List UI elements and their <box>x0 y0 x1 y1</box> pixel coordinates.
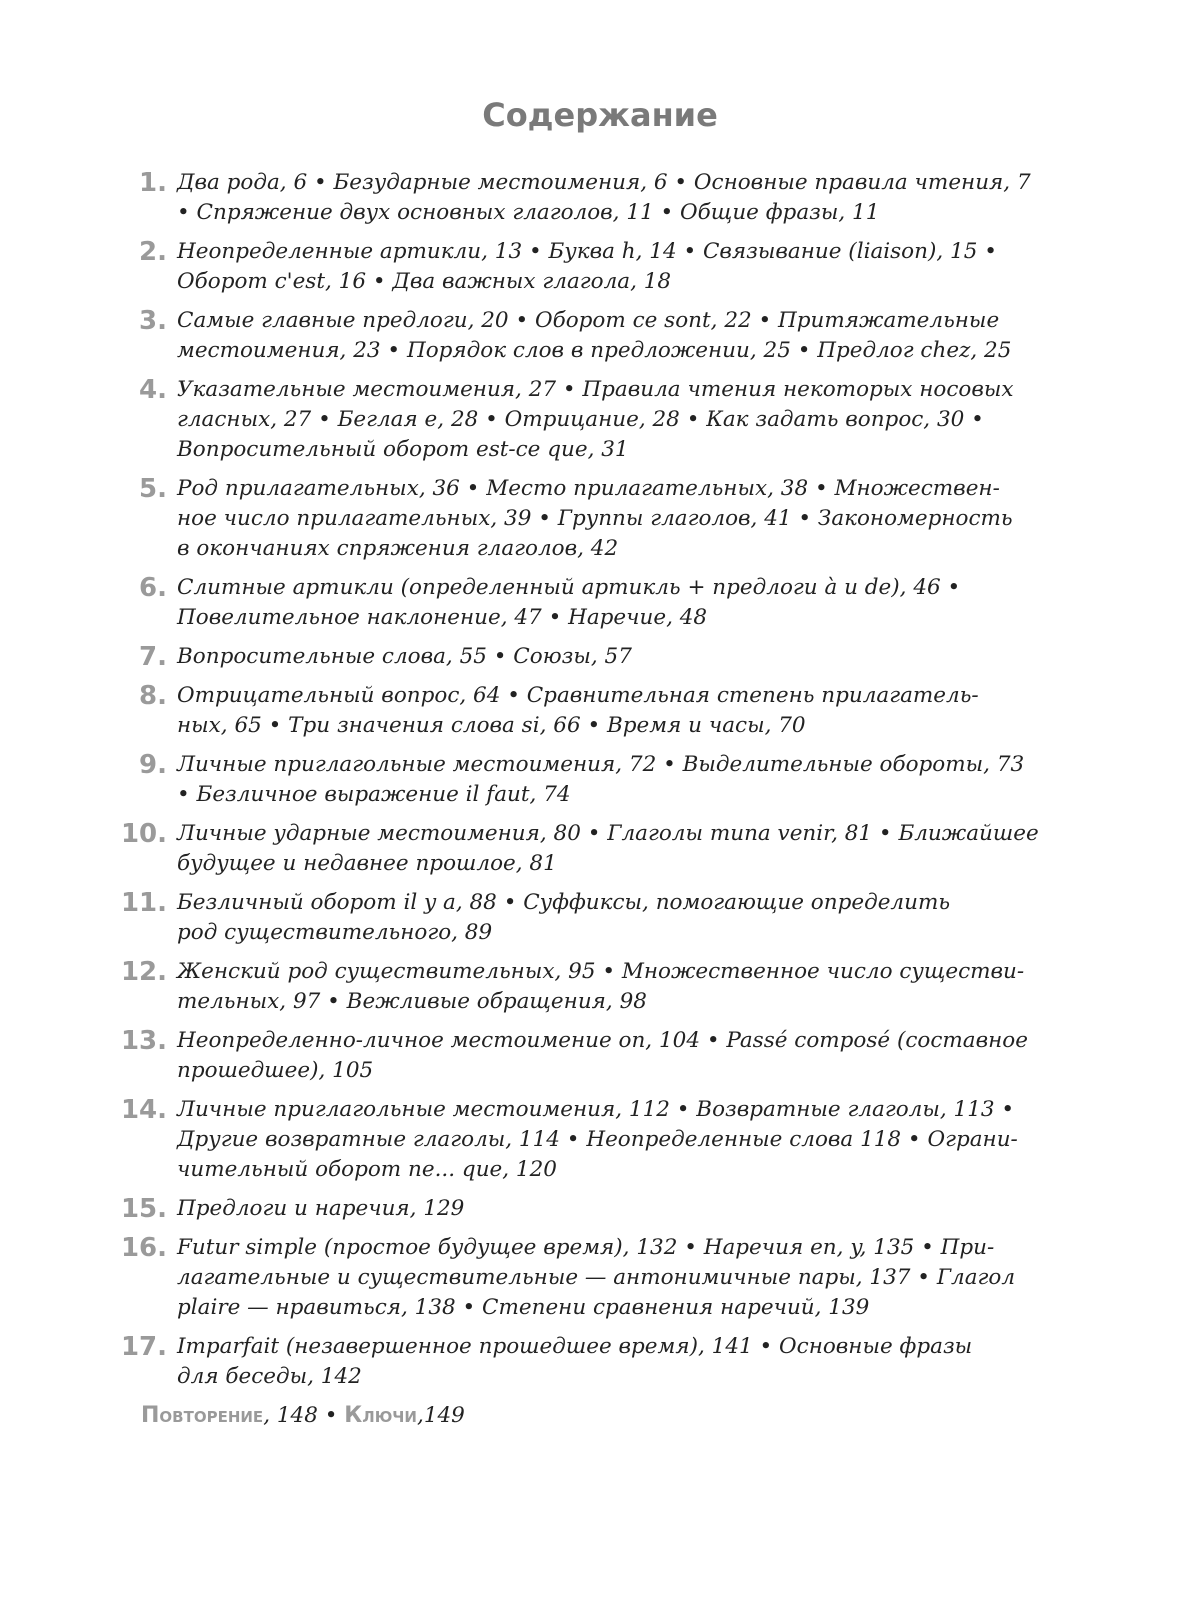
toc-entry-line: прошедшее), 105 <box>177 1058 374 1083</box>
toc-entry-number: 8. <box>139 681 167 711</box>
toc-entry-number: 7. <box>139 642 167 672</box>
toc-entry-number: 11. <box>120 888 167 918</box>
toc-entry <box>0 681 1200 741</box>
toc-entry-line: plaire — нравиться, 138 • Степени сравнения наречий, 139 <box>177 1295 870 1320</box>
toc-entry-line: Слитные артикли (определенный артикль + предлоги à и de), 46 • <box>177 575 961 600</box>
toc-entry-text <box>177 1095 1047 1185</box>
toc-entry-number: 13. <box>120 1026 167 1056</box>
toc-entry-line: Отрицательный вопрос, 64 • Сравнительная степень прилагатель- <box>177 683 979 708</box>
table-of-contents <box>0 168 1200 1431</box>
toc-entry-line: Безличный оборот il y a, 88 • Суффиксы, помогающие определить <box>177 890 951 915</box>
toc-entry-line: Личные приглагольные местоимения, 72 • Выделительные обороты, 73 <box>177 752 1025 777</box>
toc-entry <box>0 1233 1200 1323</box>
toc-entry-text <box>177 375 1047 465</box>
toc-entry-number: 6. <box>139 573 167 603</box>
keys-page: ,149 <box>416 1403 465 1428</box>
toc-entry-line: ное число прилагательных, 39 • Группы глаголов, 41 • Закономерность <box>177 506 1013 531</box>
toc-entry-line: Вопросительные слова, 55 • Союзы, 57 <box>177 644 632 669</box>
toc-entry-line: Два рода, 6 • Безударные местоимения, 6 • Основные правила чтения, 7 <box>177 170 1031 195</box>
toc-entry-number: 9. <box>139 750 167 780</box>
toc-entry-number: 15. <box>120 1194 167 1224</box>
toc-entry-line: Повелительное наклонение, 47 • Наречие, 48 <box>177 605 708 630</box>
toc-entry-line: Неопределенные артикли, 13 • Буква h, 14 • Связывание (liaison), 15 • <box>177 239 997 264</box>
toc-entry <box>0 1194 1200 1224</box>
toc-entry-text <box>177 573 1047 633</box>
toc-entry-line: Вопросительный оборот est-ce que, 31 <box>177 437 629 462</box>
toc-entry-line: Imparfait (незавершенное прошедшее время), 141 • Основные фразы <box>177 1334 973 1359</box>
toc-entry-text <box>177 1233 1047 1323</box>
toc-entry-text <box>177 642 1047 672</box>
toc-entry-line: Женский род существительных, 95 • Множественное число существи- <box>177 959 1025 984</box>
toc-entry-number: 3. <box>139 306 167 336</box>
toc-entry-line: Futur simple (простое будущее время), 132 • Наречия en, y, 135 • При- <box>177 1235 995 1260</box>
toc-entry-number: 5. <box>139 474 167 504</box>
toc-entry-line: будущее и недавнее прошлое, 81 <box>177 851 557 876</box>
toc-entry-number: 16. <box>120 1233 167 1263</box>
toc-entry-line: Самые главные предлоги, 20 • Оборот ce sont, 22 • Притяжательные <box>177 308 1000 333</box>
toc-entry <box>0 306 1200 366</box>
toc-entry-line: Личные приглагольные местоимения, 112 • Возвратные глаголы, 113 • <box>177 1097 1015 1122</box>
page-title: Содержание <box>482 96 718 134</box>
toc-entry <box>0 1332 1200 1392</box>
review-page: , 148 • <box>263 1403 345 1428</box>
toc-entry-text <box>177 957 1047 1017</box>
toc-entry-line: • Спряжение двух основных глаголов, 11 • Общие фразы, 11 <box>177 200 880 225</box>
toc-entry-number: 2. <box>139 237 167 267</box>
keys-label: Ключи <box>344 1403 417 1428</box>
toc-entry-number: 12. <box>120 957 167 987</box>
toc-entry-line: • Безличное выражение il faut, 74 <box>177 782 571 807</box>
toc-entry <box>0 819 1200 879</box>
toc-entry-number: 17. <box>120 1332 167 1362</box>
toc-entry-line: Род прилагательных, 36 • Место прилагательных, 38 • Множествен- <box>177 476 1000 501</box>
toc-entry <box>0 642 1200 672</box>
toc-entry <box>0 375 1200 465</box>
toc-entry-number: 4. <box>139 375 167 405</box>
toc-entry-line: в окончаниях спряжения глаголов, 42 <box>177 536 619 561</box>
toc-entry <box>0 957 1200 1017</box>
toc-entry-line: Неопределенно-личное местоимение on, 104 • Passé composé (составное <box>177 1028 1028 1053</box>
toc-entry <box>0 474 1200 564</box>
review-label: Повторение <box>141 1403 264 1428</box>
toc-entry-line: лагательные и существительные — антонимичные пары, 137 • Глагол <box>177 1265 1016 1290</box>
toc-entry-line: род существительного, 89 <box>177 920 493 945</box>
toc-entry-text <box>177 888 1047 948</box>
toc-entry-line: Другие возвратные глаголы, 114 • Неопределенные слова 118 • Ограни- <box>177 1127 1018 1152</box>
toc-entry-text <box>177 168 1047 228</box>
toc-entry <box>0 1095 1200 1185</box>
toc-entry-text <box>177 1026 1047 1086</box>
toc-entry-number: 1. <box>139 168 167 198</box>
toc-entry <box>0 573 1200 633</box>
toc-entry-text <box>177 819 1047 879</box>
toc-entry-text <box>177 681 1047 741</box>
toc-entry <box>0 168 1200 228</box>
toc-entry-line: для беседы, 142 <box>177 1364 362 1389</box>
toc-entry-text <box>177 1332 1047 1392</box>
toc-entry-number: 14. <box>120 1095 167 1125</box>
toc-entry <box>0 237 1200 297</box>
toc-entry-line: Предлоги и наречия, 129 <box>177 1196 465 1221</box>
toc-entry-text <box>177 750 1047 810</box>
toc-entry-text <box>177 474 1047 564</box>
toc-entry-line: тельных, 97 • Вежливые обращения, 98 <box>177 989 647 1014</box>
toc-entry-line: местоимения, 23 • Порядок слов в предложении, 25 • Предлог chez, 25 <box>177 338 1012 363</box>
toc-entry <box>0 1026 1200 1086</box>
toc-entry-line: Указательные местоимения, 27 • Правила чтения некоторых носовых <box>177 377 1014 402</box>
toc-footer <box>141 1401 1200 1431</box>
toc-entry-text <box>177 306 1047 366</box>
toc-entry-text <box>177 1194 1047 1224</box>
toc-entry-number: 10. <box>120 819 167 849</box>
toc-entry <box>0 750 1200 810</box>
toc-entry-line: чительный оборот ne... que, 120 <box>177 1157 557 1182</box>
toc-entry-line: Личные ударные местоимения, 80 • Глаголы типа venir, 81 • Ближайшее <box>177 821 1039 846</box>
toc-entry-line: ных, 65 • Три значения слова si, 66 • Время и часы, 70 <box>177 713 806 738</box>
toc-entry-text <box>177 237 1047 297</box>
toc-entry-line: гласных, 27 • Беглая е, 28 • Отрицание, 28 • Как задать вопрос, 30 • <box>177 407 984 432</box>
toc-entry <box>0 888 1200 948</box>
toc-entry-line: Оборот c'est, 16 • Два важных глагола, 18 <box>177 269 672 294</box>
